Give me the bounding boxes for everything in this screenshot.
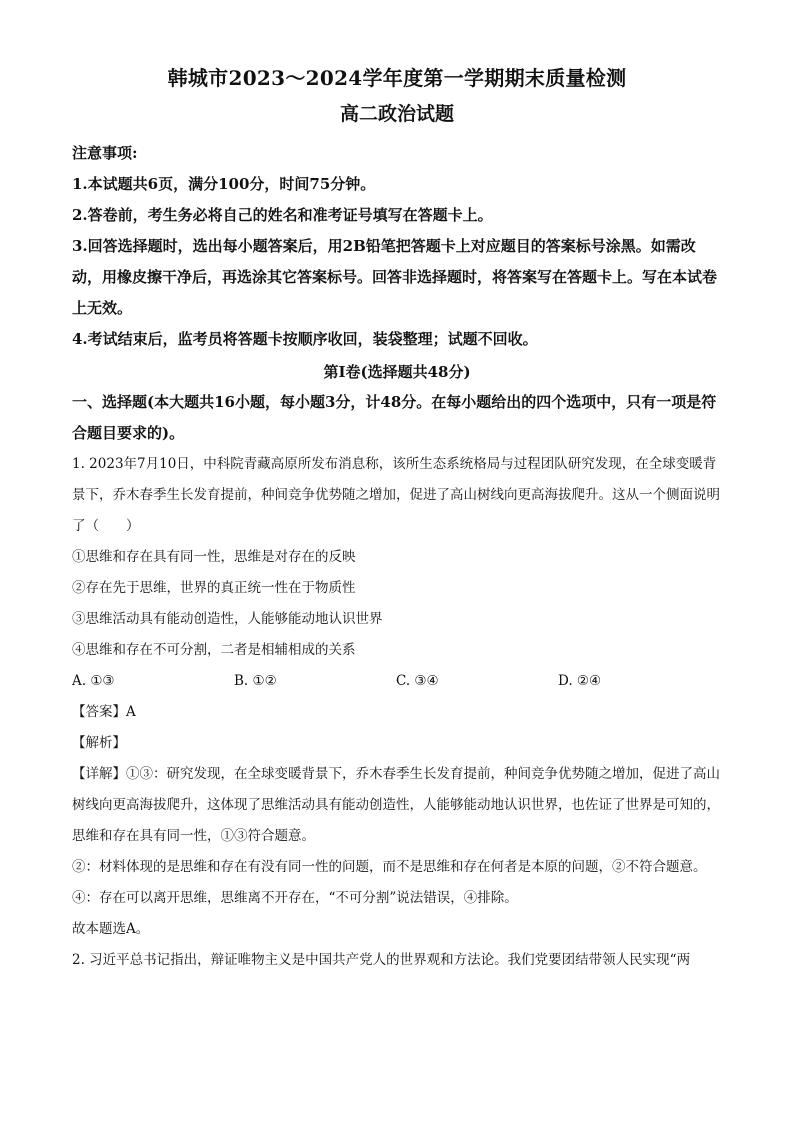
choice-c: C. ③④ <box>396 673 439 689</box>
question-1-statement-3: ③思维活动具有能动创造性，人能够能动地认识世界 <box>72 611 383 627</box>
detail-paragraph-1: 【详解】①③：研究发现，在全球变暖背景下，乔木春季生长发育提前，种间竞争优势随之增加，促进了高山树线向更高海拔爬升，这体现了思维活动具有能动创造性，人能够能动地认识世界，也佐证了世界是可知的，思维和存在具有同一性，①③符合题意。 <box>72 766 720 844</box>
detail-conclusion: 故本题选A。 <box>72 921 150 937</box>
question-1-statement-1: ①思维和存在具有同一性，思维是对存在的反映 <box>72 549 356 565</box>
choice-a: A. ①③ <box>72 673 115 689</box>
answer-label: 【答案】A <box>72 704 136 720</box>
detail-paragraph-3: ④：存在可以离开思维，思维离不开存在，“不可分割”说法错误，④排除。 <box>72 890 518 906</box>
exam-subtitle: 高二政治试题 <box>339 103 454 125</box>
detail-paragraph-2: ②：材料体现的是思维和存在有没有同一性的问题，而不是思维和存在何者是本原的问题，②不符合题意。 <box>72 859 707 875</box>
question-1-stem: 1. 2023年7月10日，中科院青藏高原所发布消息称，该所生态系统格局与过程团队研究发现，在全球变暖背景下，乔木春季生长发育提前，种间竞争优势随之增加，促进了高山树线向更高海拔爬升。这从一个侧面说明了（ ） <box>72 456 720 534</box>
question-1-statement-2: ②存在先于思维，世界的真正统一性在于物质性 <box>72 580 356 596</box>
page-content <box>72 64 722 976</box>
notice-item-3: 3.回答选择题时，选出每小题答案后，用2B铅笔把答题卡上对应题目的答案标号涂黑。如需改动，用橡皮擦干净后，再选涂其它答案标号。回答非选择题时，将答案写在答题卡上。写在本试卷上无效。 <box>72 237 718 317</box>
notice-item-2: 2.答卷前，考生务必将自己的姓名和准考证号填写在答题卡上。 <box>72 206 493 224</box>
notice-item-1: 1.本试题共6页，满分100分，时间75分钟。 <box>72 175 376 193</box>
exam-title: 韩城市2023～2024学年度第一学期期末质量检测 <box>167 66 627 90</box>
part-heading: 一、选择题(本大题共16小题，每小题3分，计48分。在每小题给出的四个选项中，只有一项是符合题目要求的)。 <box>72 393 717 442</box>
section-title: 第Ⅰ卷(选择题共48分) <box>323 363 471 381</box>
choice-b: B. ①② <box>234 673 277 689</box>
question-1-statement-4: ④思维和存在不可分割，二者是相辅相成的关系 <box>72 642 356 658</box>
notice-heading: 注意事项: <box>72 144 138 162</box>
analysis-label: 【解析】 <box>72 735 126 751</box>
question-1-choices <box>72 666 722 697</box>
choice-d: D. ②④ <box>558 673 602 689</box>
question-2-stem: 2. 习近平总书记指出，辩证唯物主义是中国共产党人的世界观和方法论。我们党要团结带领人民实现“两 <box>72 952 691 968</box>
notice-item-4: 4.考试结束后，监考员将答题卡按顺序收回，装袋整理；试题不回收。 <box>72 330 538 348</box>
